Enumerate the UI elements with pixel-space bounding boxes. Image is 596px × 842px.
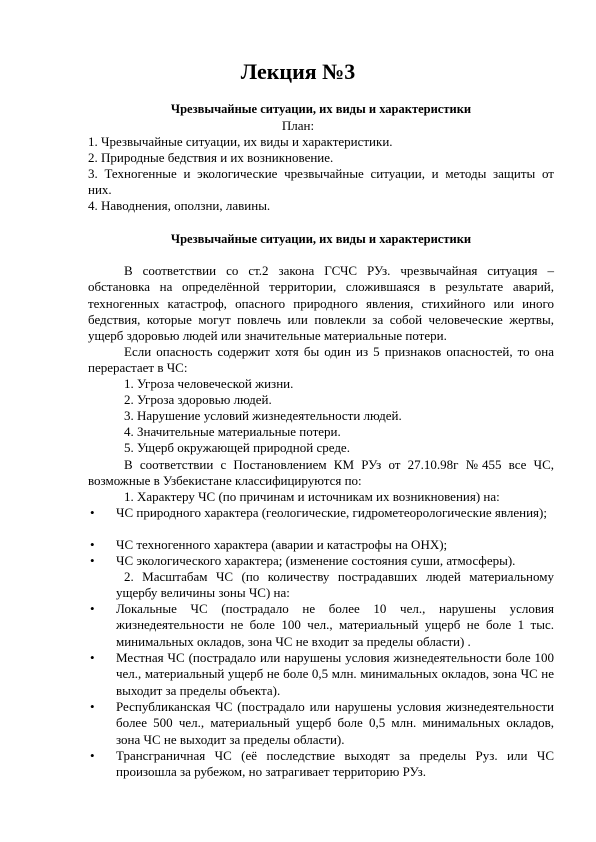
bullet-icon: • — [90, 505, 95, 520]
plan-item: 3. Техногенные и экологические чрезвычайные ситуации, и методы защиты от — [88, 166, 554, 181]
sign-item: 1. Угроза человеческой жизни. — [124, 376, 294, 391]
plan-item: 2. Природные бедствия и их возникновение. — [88, 150, 334, 165]
plan-heading: План: — [281, 118, 315, 133]
class1-heading: 1. Характеру ЧС (по причинам и источникам их возникновения) на: — [124, 489, 500, 504]
list-item — [88, 537, 554, 553]
page-title: Лекция №3 — [240, 59, 356, 84]
section-heading: Чрезвычайные ситуации, их виды и характеристики — [170, 232, 472, 246]
list-item-text: ЧС техногенного характера (аварии и катастрофы на ОНХ); — [116, 537, 448, 552]
list-item — [88, 650, 554, 699]
plan-item: 1. Чрезвычайные ситуации, их виды и характеристики. — [88, 134, 393, 149]
sign-item: 3. Нарушение условий жизнедеятельности людей. — [124, 408, 402, 423]
list-item — [88, 553, 554, 569]
list-item — [88, 505, 554, 521]
list-item-text: Локальные ЧС (пострадало не более 10 чел., нарушены условия жизнедеятельности не боле 100 чел., материальный ущерб не боле 1 тыс. минимальных окладов, зона ЧС не входит за пределы области) . — [116, 601, 554, 649]
subtitle: Чрезвычайные ситуации, их виды и характеристики — [170, 102, 472, 116]
bullet-icon: • — [90, 748, 95, 763]
list-item — [88, 601, 554, 650]
paragraph-definition: В соответствии со ст.2 закона ГСЧС РУз. чрезвычайная ситуация – обстановка на определённой территории, сложившаяся в результате аварий, техногенных катастроф, опасного природного явления, стихийного или иного бедствия, которые могут повлечь или повлекли за собой человеческие жертвы, ущерб здоровью людей или значительные материальные потери. — [88, 263, 554, 344]
plan-item: 4. Наводнения, оползни, лавины. — [88, 198, 271, 213]
plan-item: них. — [88, 182, 112, 197]
bullet-icon: • — [90, 601, 95, 616]
list-item-text: Республиканская ЧС (пострадало или нарушены условия жизнедеятельности более 500 чел., материальный ущерб боле 0,5 млн. минимальных окладов, зона ЧС не выходит за пределы области). — [116, 699, 554, 747]
paragraph-classification: В соответствии с Постановлением КМ РУз от 27.10.98г №455 все ЧС, возможные в Узбекистане классифицируются по: — [88, 457, 554, 489]
list-item-text: ЧС экологического характера; (изменение состояния суши, атмосферы). — [116, 553, 516, 568]
sign-item: 4. Значительные материальные потери. — [124, 424, 341, 439]
list-item-text: ЧС природного характера (геологические, гидрометеорологические явления); — [116, 505, 547, 520]
list-item-text: Трансграничная ЧС (её последствие выходят за пределы Руз. или ЧС произошла за рубежом, но затрагивает территорию РУз. — [116, 748, 554, 780]
sign-item: 2. Угроза здоровью людей. — [124, 392, 272, 407]
paragraph-signs-intro: Если опасность содержит хотя бы один из 5 признаков опасностей, то она перерастает в ЧС: — [88, 344, 554, 376]
bullet-icon: • — [90, 537, 95, 552]
list-item — [88, 748, 554, 781]
list-item-text: Местная ЧС (пострадало или нарушены условия жизнедеятельности боле 100 чел., материальный ущерб не боле 0,5 млн. минимальных окладов, зона ЧС не выходит за пределы объекта). — [116, 650, 554, 698]
bullet-icon: • — [90, 553, 95, 568]
sign-item: 5. Ущерб окружающей природной среде. — [124, 440, 350, 455]
class2-heading: 2. Масштабам ЧС (по количеству пострадавших людей материальному ущербу величины зоны ЧС) на: — [116, 569, 554, 601]
list-item — [88, 699, 554, 748]
bullet-icon: • — [90, 699, 95, 714]
bullet-icon: • — [90, 650, 95, 665]
